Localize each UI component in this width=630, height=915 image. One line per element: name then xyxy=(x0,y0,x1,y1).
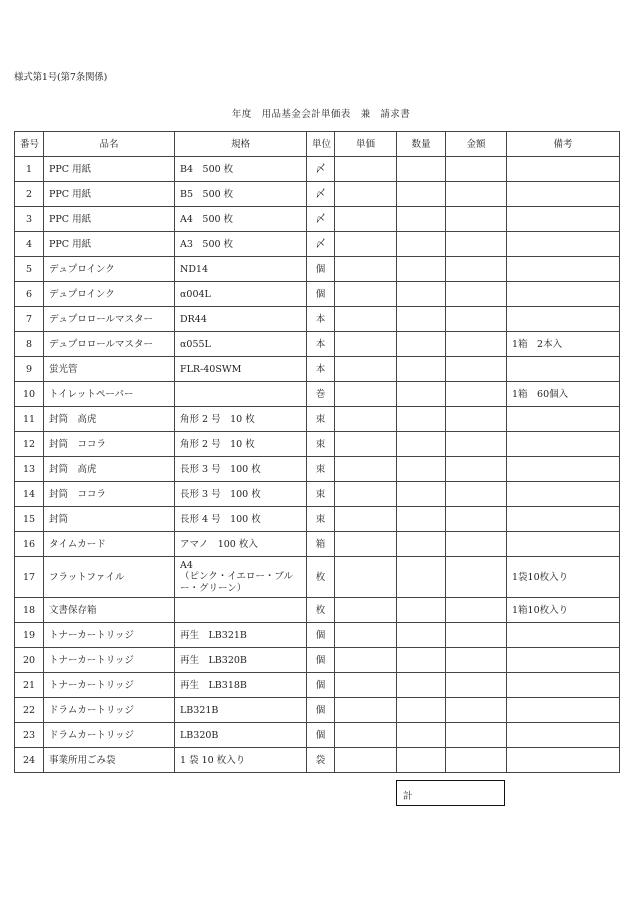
item-spec: FLR-40SWM xyxy=(175,357,307,382)
item-spec: B5 500 枚 xyxy=(175,182,307,207)
remarks-cell xyxy=(507,232,620,257)
row-number: 2 xyxy=(15,182,44,207)
row-number: 23 xyxy=(15,723,44,748)
quantity-cell[interactable] xyxy=(397,648,446,673)
row-number: 13 xyxy=(15,457,44,482)
unit-price-cell[interactable] xyxy=(335,723,397,748)
unit-price-cell[interactable] xyxy=(335,623,397,648)
item-unit: 本 xyxy=(307,307,335,332)
table-row xyxy=(15,557,620,598)
amount-cell[interactable] xyxy=(446,357,507,382)
remarks-cell xyxy=(507,157,620,182)
row-number: 3 xyxy=(15,207,44,232)
unit-price-cell[interactable] xyxy=(335,182,397,207)
amount-cell[interactable] xyxy=(446,507,507,532)
unit-price-cell[interactable] xyxy=(335,507,397,532)
item-spec: 角形 2 号 10 枚 xyxy=(175,432,307,457)
quantity-cell[interactable] xyxy=(397,507,446,532)
item-spec: 長形 4 号 100 枚 xyxy=(175,507,307,532)
item-name: 封筒 ココラ xyxy=(44,432,175,457)
amount-cell[interactable] xyxy=(446,648,507,673)
remarks-cell xyxy=(507,457,620,482)
item-spec: 再生 LB318B xyxy=(175,673,307,698)
item-name: 封筒 高虎 xyxy=(44,457,175,482)
item-unit: 個 xyxy=(307,282,335,307)
row-number: 24 xyxy=(15,748,44,773)
table-row xyxy=(15,698,620,723)
table-row xyxy=(15,232,620,257)
item-spec: α055L xyxy=(175,332,307,357)
table-row xyxy=(15,598,620,623)
header-qty: 数量 xyxy=(397,132,446,157)
item-name: トナーカートリッジ xyxy=(44,648,175,673)
unit-price-cell[interactable] xyxy=(335,307,397,332)
quantity-cell[interactable] xyxy=(397,673,446,698)
quantity-cell[interactable] xyxy=(397,598,446,623)
table-row xyxy=(15,382,620,407)
unit-price-cell[interactable] xyxy=(335,648,397,673)
table-row xyxy=(15,407,620,432)
header-unit: 単位 xyxy=(307,132,335,157)
remarks-cell xyxy=(507,623,620,648)
remarks-cell xyxy=(507,532,620,557)
unit-price-cell[interactable] xyxy=(335,457,397,482)
amount-cell[interactable] xyxy=(446,673,507,698)
quantity-cell[interactable] xyxy=(397,698,446,723)
quantity-cell[interactable] xyxy=(397,407,446,432)
item-name: トナーカートリッジ xyxy=(44,623,175,648)
remarks-cell xyxy=(507,257,620,282)
amount-cell[interactable] xyxy=(446,623,507,648)
row-number: 17 xyxy=(15,557,44,598)
item-name: トナーカートリッジ xyxy=(44,673,175,698)
table-row xyxy=(15,257,620,282)
item-unit: 個 xyxy=(307,257,335,282)
item-unit: 個 xyxy=(307,698,335,723)
quantity-cell[interactable] xyxy=(397,723,446,748)
item-spec: 再生 LB320B xyxy=(175,648,307,673)
header-no: 番号 xyxy=(15,132,44,157)
item-name: 事業所用ごみ袋 xyxy=(44,748,175,773)
item-unit: 個 xyxy=(307,623,335,648)
item-name: タイムカード xyxy=(44,532,175,557)
unit-price-cell[interactable] xyxy=(335,357,397,382)
amount-cell[interactable] xyxy=(446,482,507,507)
item-spec: α004L xyxy=(175,282,307,307)
unit-price-cell[interactable] xyxy=(335,432,397,457)
item-name: デュプロロールマスター xyxy=(44,332,175,357)
item-spec: 角形 2 号 10 枚 xyxy=(175,407,307,432)
unit-price-cell[interactable] xyxy=(335,332,397,357)
amount-cell[interactable] xyxy=(446,598,507,623)
item-name: ドラムカートリッジ xyxy=(44,698,175,723)
item-unit: 個 xyxy=(307,723,335,748)
table-row xyxy=(15,648,620,673)
quantity-cell[interactable] xyxy=(397,557,446,598)
item-unit: 束 xyxy=(307,432,335,457)
amount-cell[interactable] xyxy=(446,307,507,332)
row-number: 5 xyxy=(15,257,44,282)
remarks-cell xyxy=(507,407,620,432)
table-row xyxy=(15,723,620,748)
amount-cell[interactable] xyxy=(446,282,507,307)
item-unit: 束 xyxy=(307,457,335,482)
item-name: デュプロインク xyxy=(44,257,175,282)
table-row xyxy=(15,282,620,307)
item-spec: A4 （ピンク・イエロー・ブルー・グリーン） xyxy=(175,557,307,598)
table-header-row xyxy=(15,132,620,157)
item-name: 封筒 高虎 xyxy=(44,407,175,432)
amount-cell[interactable] xyxy=(446,232,507,257)
total-box xyxy=(396,780,505,806)
row-number: 15 xyxy=(15,507,44,532)
table-row xyxy=(15,507,620,532)
item-unit: 〆 xyxy=(307,207,335,232)
item-spec: A4 500 枚 xyxy=(175,207,307,232)
amount-cell[interactable] xyxy=(446,532,507,557)
row-number: 7 xyxy=(15,307,44,332)
amount-cell[interactable] xyxy=(446,723,507,748)
item-unit: 枚 xyxy=(307,598,335,623)
quantity-cell[interactable] xyxy=(397,157,446,182)
quantity-cell[interactable] xyxy=(397,232,446,257)
item-name: 封筒 ココラ xyxy=(44,482,175,507)
amount-cell[interactable] xyxy=(446,748,507,773)
quantity-cell[interactable] xyxy=(397,207,446,232)
item-name: PPC 用紙 xyxy=(44,232,175,257)
quantity-cell[interactable] xyxy=(397,432,446,457)
amount-cell[interactable] xyxy=(446,182,507,207)
header-price: 単価 xyxy=(335,132,397,157)
item-spec: LB321B xyxy=(175,698,307,723)
item-spec: アマノ 100 枚入 xyxy=(175,532,307,557)
item-name: ドラムカートリッジ xyxy=(44,723,175,748)
table-row xyxy=(15,332,620,357)
item-unit: 束 xyxy=(307,482,335,507)
table-row xyxy=(15,307,620,332)
table-row xyxy=(15,748,620,773)
unit-price-cell[interactable] xyxy=(335,673,397,698)
row-number: 18 xyxy=(15,598,44,623)
unit-price-cell[interactable] xyxy=(335,598,397,623)
row-number: 8 xyxy=(15,332,44,357)
amount-cell[interactable] xyxy=(446,207,507,232)
item-spec: 再生 LB321B xyxy=(175,623,307,648)
item-unit: 束 xyxy=(307,507,335,532)
remarks-cell: 1箱10枚入り xyxy=(507,598,620,623)
amount-cell[interactable] xyxy=(446,432,507,457)
remarks-cell xyxy=(507,748,620,773)
row-number: 10 xyxy=(15,382,44,407)
item-spec: ND14 xyxy=(175,257,307,282)
amount-cell[interactable] xyxy=(446,557,507,598)
table-row xyxy=(15,532,620,557)
unit-price-cell[interactable] xyxy=(335,207,397,232)
amount-cell[interactable] xyxy=(446,257,507,282)
quantity-cell[interactable] xyxy=(397,332,446,357)
unit-price-cell[interactable] xyxy=(335,232,397,257)
item-unit: 本 xyxy=(307,332,335,357)
item-unit: 箱 xyxy=(307,532,335,557)
item-name: トイレットペーパー xyxy=(44,382,175,407)
total-label: 計 xyxy=(403,791,413,802)
price-table xyxy=(14,131,620,773)
row-number: 22 xyxy=(15,698,44,723)
table-row xyxy=(15,182,620,207)
quantity-cell[interactable] xyxy=(397,282,446,307)
table-row xyxy=(15,432,620,457)
document-title: 年度 用品基金会計単価表 兼 請求書 xyxy=(231,109,411,120)
remarks-cell xyxy=(507,507,620,532)
item-unit: 〆 xyxy=(307,157,335,182)
row-number: 1 xyxy=(15,157,44,182)
remarks-cell xyxy=(507,648,620,673)
item-name: 封筒 xyxy=(44,507,175,532)
unit-price-cell[interactable] xyxy=(335,748,397,773)
remarks-cell xyxy=(507,432,620,457)
unit-price-cell[interactable] xyxy=(335,157,397,182)
row-number: 20 xyxy=(15,648,44,673)
row-number: 9 xyxy=(15,357,44,382)
item-name: 文書保存箱 xyxy=(44,598,175,623)
remarks-cell xyxy=(507,282,620,307)
table-row xyxy=(15,357,620,382)
remarks-cell xyxy=(507,182,620,207)
quantity-cell[interactable] xyxy=(397,357,446,382)
row-number: 4 xyxy=(15,232,44,257)
item-unit: 個 xyxy=(307,673,335,698)
quantity-cell[interactable] xyxy=(397,623,446,648)
unit-price-cell[interactable] xyxy=(335,382,397,407)
item-spec: 長形 3 号 100 枚 xyxy=(175,457,307,482)
quantity-cell[interactable] xyxy=(397,307,446,332)
remarks-cell xyxy=(507,723,620,748)
table-row xyxy=(15,457,620,482)
item-unit: 巻 xyxy=(307,382,335,407)
table-row xyxy=(15,673,620,698)
amount-cell[interactable] xyxy=(446,157,507,182)
header-spec: 規格 xyxy=(175,132,307,157)
item-name: デュプロロールマスター xyxy=(44,307,175,332)
table-body xyxy=(15,157,620,773)
table-row xyxy=(15,207,620,232)
item-spec xyxy=(175,598,307,623)
amount-cell[interactable] xyxy=(446,457,507,482)
row-number: 16 xyxy=(15,532,44,557)
item-name: 蛍光管 xyxy=(44,357,175,382)
item-name: フラットファイル xyxy=(44,557,175,598)
quantity-cell[interactable] xyxy=(397,382,446,407)
quantity-cell[interactable] xyxy=(397,532,446,557)
item-name: PPC 用紙 xyxy=(44,157,175,182)
unit-price-cell[interactable] xyxy=(335,282,397,307)
item-unit: 束 xyxy=(307,407,335,432)
table-row xyxy=(15,157,620,182)
item-unit: 個 xyxy=(307,648,335,673)
item-unit: 本 xyxy=(307,357,335,382)
quantity-cell[interactable] xyxy=(397,482,446,507)
item-name: PPC 用紙 xyxy=(44,207,175,232)
item-unit: 〆 xyxy=(307,232,335,257)
header-remarks: 備考 xyxy=(507,132,620,157)
amount-cell[interactable] xyxy=(446,332,507,357)
remarks-cell xyxy=(507,698,620,723)
quantity-cell[interactable] xyxy=(397,748,446,773)
remarks-cell xyxy=(507,673,620,698)
quantity-cell[interactable] xyxy=(397,457,446,482)
remarks-cell xyxy=(507,207,620,232)
row-number: 21 xyxy=(15,673,44,698)
remarks-cell xyxy=(507,307,620,332)
remarks-cell: 1袋10枚入り xyxy=(507,557,620,598)
amount-cell[interactable] xyxy=(446,382,507,407)
table-row xyxy=(15,623,620,648)
item-spec: DR44 xyxy=(175,307,307,332)
item-spec: 1 袋 10 枚入り xyxy=(175,748,307,773)
item-spec: A3 500 枚 xyxy=(175,232,307,257)
unit-price-cell[interactable] xyxy=(335,698,397,723)
form-number: 様式第1号(第7条関係) xyxy=(14,72,108,83)
remarks-cell: 1箱 60個入 xyxy=(507,382,620,407)
remarks-cell xyxy=(507,482,620,507)
unit-price-cell[interactable] xyxy=(335,407,397,432)
quantity-cell[interactable] xyxy=(397,257,446,282)
item-spec: 長形 3 号 100 枚 xyxy=(175,482,307,507)
item-spec xyxy=(175,382,307,407)
header-name: 品名 xyxy=(44,132,175,157)
header-amount: 金額 xyxy=(446,132,507,157)
item-name: PPC 用紙 xyxy=(44,182,175,207)
remarks-cell: 1箱 2本入 xyxy=(507,332,620,357)
row-number: 19 xyxy=(15,623,44,648)
item-spec: LB320B xyxy=(175,723,307,748)
item-unit: 袋 xyxy=(307,748,335,773)
item-unit: 枚 xyxy=(307,557,335,598)
table-row xyxy=(15,482,620,507)
row-number: 11 xyxy=(15,407,44,432)
unit-price-cell[interactable] xyxy=(335,482,397,507)
item-unit: 〆 xyxy=(307,182,335,207)
unit-price-cell[interactable] xyxy=(335,532,397,557)
remarks-cell xyxy=(507,357,620,382)
unit-price-cell[interactable] xyxy=(335,557,397,598)
item-spec: B4 500 枚 xyxy=(175,157,307,182)
quantity-cell[interactable] xyxy=(397,182,446,207)
item-name: デュプロインク xyxy=(44,282,175,307)
unit-price-cell[interactable] xyxy=(335,257,397,282)
row-number: 14 xyxy=(15,482,44,507)
amount-cell[interactable] xyxy=(446,698,507,723)
row-number: 12 xyxy=(15,432,44,457)
row-number: 6 xyxy=(15,282,44,307)
amount-cell[interactable] xyxy=(446,407,507,432)
